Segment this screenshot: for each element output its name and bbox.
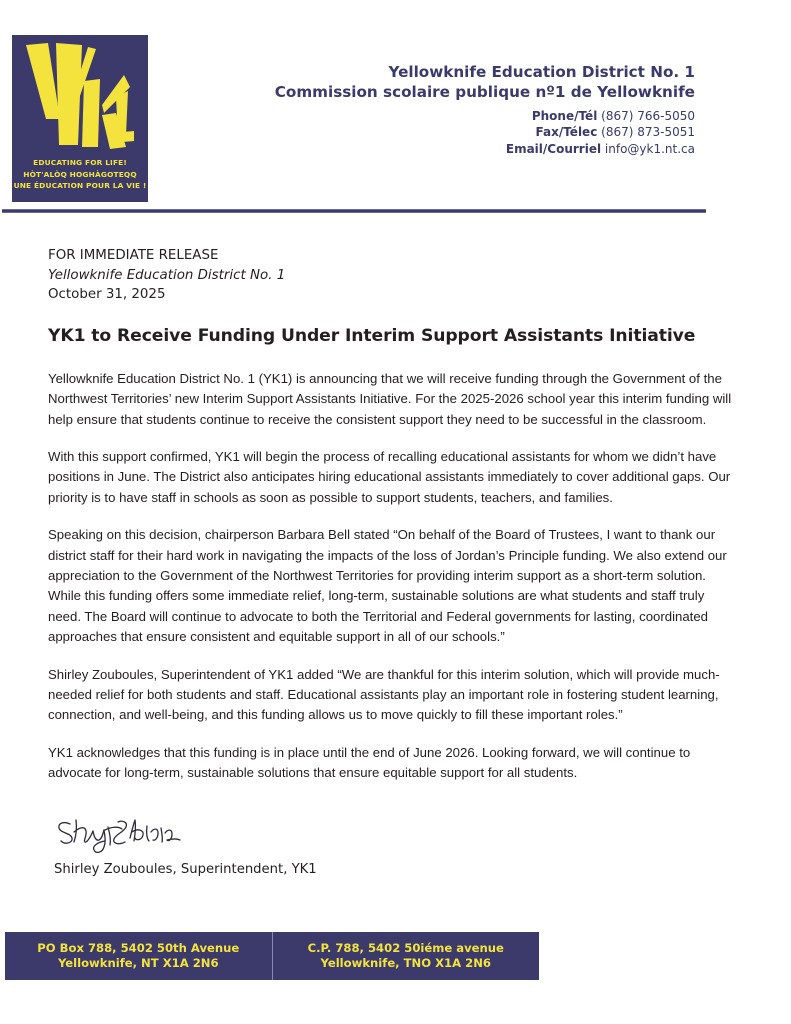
letterhead-footer bbox=[5, 932, 539, 980]
contact-block bbox=[506, 108, 695, 157]
footer-address-fr-line1: C.P. 788, 5402 50iéme avenue bbox=[307, 940, 504, 955]
organization-titles bbox=[275, 62, 695, 102]
contact-phone-label: Phone/Tél bbox=[531, 109, 598, 123]
logo-tagline bbox=[12, 157, 148, 192]
signature-name-line: Shirley Zouboules, Superintendent, YK1 bbox=[54, 861, 317, 877]
header-divider-rule bbox=[2, 209, 706, 213]
release-kicker: FOR IMMEDIATE RELEASE bbox=[48, 248, 219, 263]
contact-phone-value: (867) 766-5050 bbox=[601, 109, 695, 123]
contact-phone bbox=[506, 108, 695, 124]
contact-email-label: Email/Courriel bbox=[505, 141, 602, 156]
release-paragraphs bbox=[48, 369, 732, 784]
footer-address-english bbox=[5, 932, 272, 980]
letterhead-header bbox=[0, 0, 791, 215]
release-meta bbox=[48, 246, 732, 305]
release-date: October 31, 2025 bbox=[48, 287, 166, 303]
org-title-en: Yellowknife Education District No. 1 bbox=[388, 63, 695, 81]
org-title-fr: Commission scolaire publique nº1 de Yellowknife bbox=[274, 83, 695, 101]
page-title: YK1 to Receive Funding Under Interim Support Assistants Initiative bbox=[48, 325, 696, 346]
release-paragraph-2: With this support confirmed, YK1 will begin the process of recalling educational assistants for whom we didn’t have positions in June. The District also anticipates hiring educational assistants immediately to cover additional gaps. Our priority is to have staff in schools as soon as possible to support students, teachers, and families. bbox=[48, 449, 731, 505]
contact-fax-label: Fax/Télec bbox=[535, 125, 598, 140]
footer-address-en-line1: PO Box 788, 5402 50th Avenue bbox=[37, 940, 240, 955]
footer-address-en-line2: Yellowknife, NT X1A 2N6 bbox=[57, 956, 219, 970]
logo-tagline-line-3: UNE ÉDUCATION POUR LA VIE ! bbox=[13, 181, 147, 191]
footer-address-fr-line2: Yellowknife, TNO X1A 2N6 bbox=[320, 956, 491, 970]
signature-block bbox=[48, 814, 732, 877]
release-paragraph-5: YK1 acknowledges that this funding is in place until the end of June 2026. Looking forward, we will continue to advocate for long-term, sustainable solutions that ensure equitable support for all students. bbox=[48, 744, 691, 781]
yk1-logo bbox=[12, 35, 148, 202]
handwritten-signature bbox=[52, 814, 192, 856]
footer-address-french bbox=[273, 932, 540, 980]
release-paragraph-3: Speaking on this decision, chairperson Barbara Bell stated “On behalf of the Board of Trustees, I want to thank our district staff for their hard work in navigating the impacts of the loss of Jordan’s Principle funding. We also extend our appreciation to the Government of the Northwest Territories for providing interim support as a short-term solution. While this funding offers some immediate relief, long-term, sustainable solutions are what students and staff truly need. The Board will continue to advocate to both the Territorial and Federal governments for lasting, coordinated approaches that ensure consistent and equitable support in all of our schools.” bbox=[48, 527, 727, 645]
logo-tagline-line-2: HÒT'ALÒQ HOGHÀGOTEQQ bbox=[23, 169, 137, 179]
release-paragraph-1: Yellowknife Education District No. 1 (YK1) is announcing that we will receive funding through the Government of the Northwest Territories’ new Interim Support Assistants Initiative. For the 2025-2026 school year this interim funding will help ensure that students continue to receive the consistent support they need to be successful in the classroom. bbox=[48, 370, 732, 427]
yk1-logo-mark bbox=[12, 35, 148, 159]
press-release-body bbox=[48, 246, 732, 877]
logo-tagline-line-1: EDUCATING FOR LIFE! bbox=[33, 158, 127, 167]
contact-email bbox=[506, 141, 695, 157]
contact-email-value[interactable]: info@yk1.nt.ca bbox=[604, 141, 695, 156]
contact-fax-value: (867) 873-5051 bbox=[601, 125, 695, 140]
release-paragraph-4: Shirley Zouboules, Superintendent of YK1 added “We are thankful for this interim solution, which will provide much-needed relief for both students and staff. Educational assistants play an important role in fostering student learning, connection, and well-being, and this funding allows us to move quickly to fill these important roles.” bbox=[48, 666, 720, 723]
contact-fax bbox=[506, 124, 695, 140]
release-source: Yellowknife Education District No. 1 bbox=[48, 267, 286, 283]
